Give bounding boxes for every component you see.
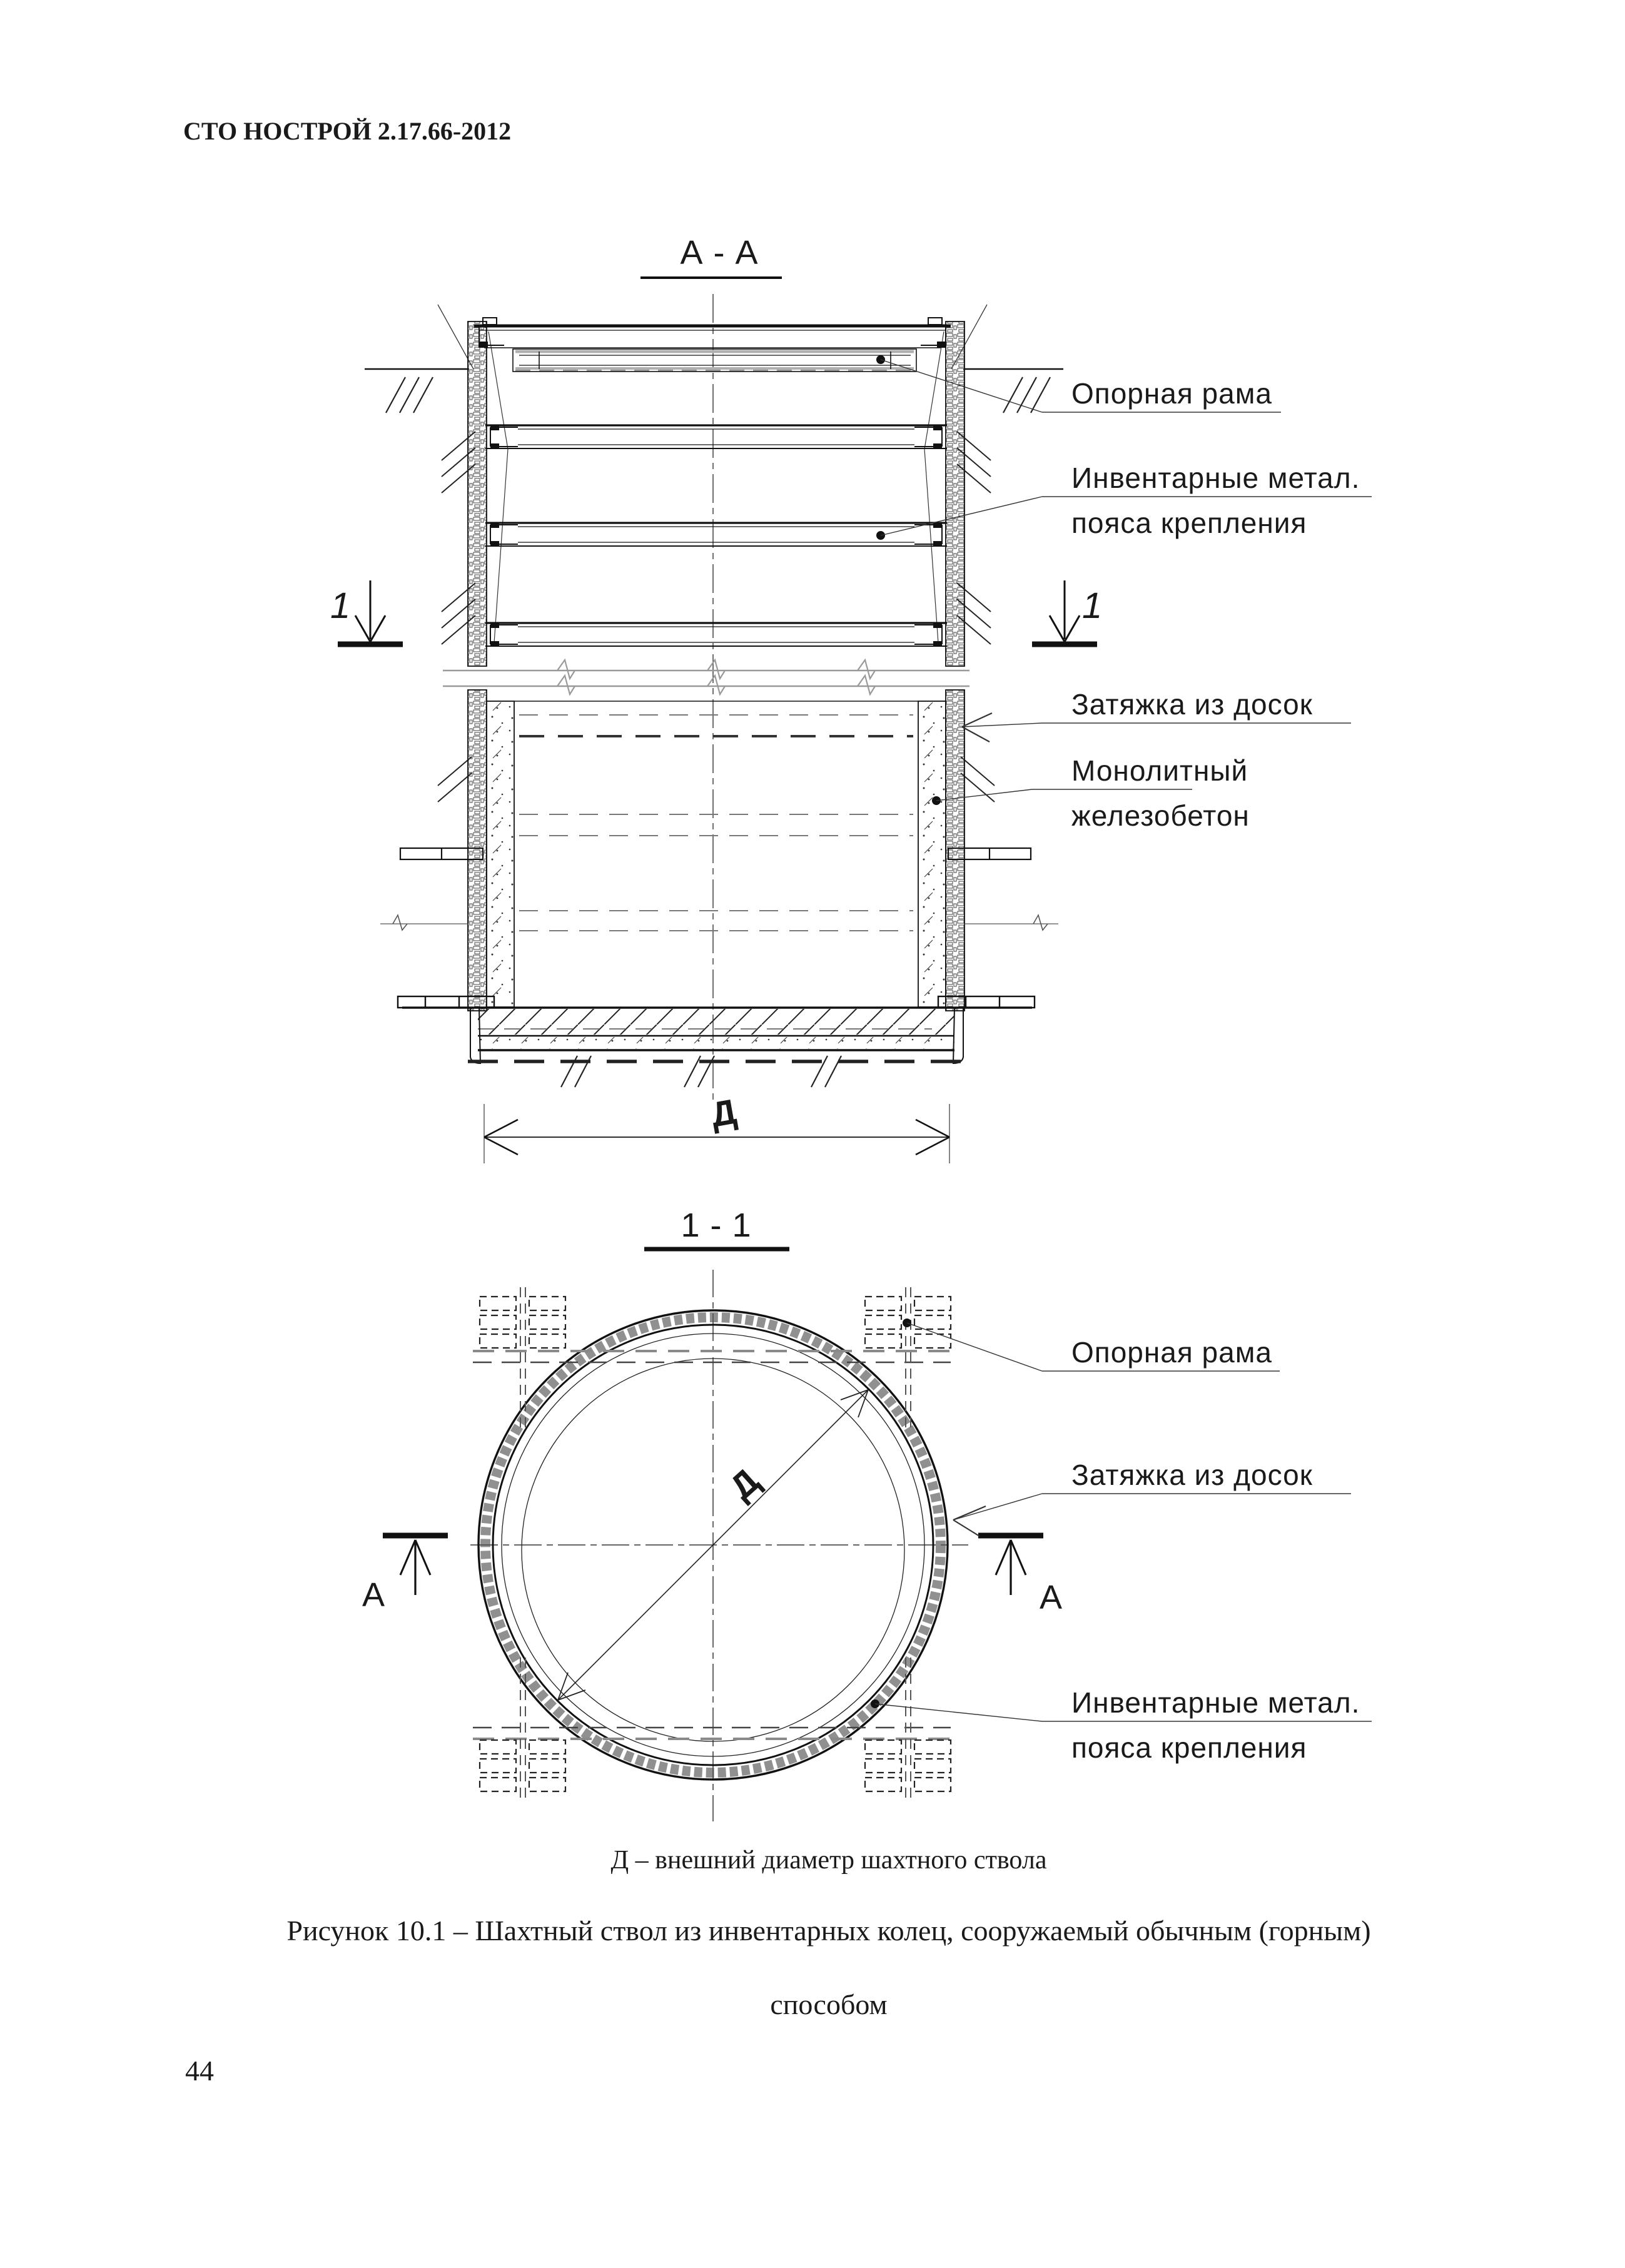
callout-plan-lagging: Затяжка из досок (1071, 1459, 1313, 1491)
shaft-wall-left (468, 321, 508, 666)
lower-shaft (380, 690, 1058, 1163)
concrete-wall-left (487, 701, 514, 1007)
section-aa-title: А - А (680, 234, 759, 271)
diameter-label-aa: Д (707, 1091, 741, 1135)
frame-block-top-left (480, 1297, 565, 1348)
diameter-label-plan: Д (721, 1460, 767, 1507)
cut-mark-1-left (330, 580, 403, 644)
soil-ticks (438, 432, 995, 802)
cut-label-1-right: 1 (1082, 585, 1103, 626)
callout-plan-support-frame: Опорная рама (1071, 1336, 1272, 1369)
cut-label-a-right: А (1040, 1579, 1063, 1616)
callout-plan-belts-line1: Инвентарные метал. (1071, 1686, 1360, 1719)
callout-belts-line1: Инвентарные метал. (1071, 462, 1360, 494)
plan-11-title: 1 - 1 (681, 1207, 752, 1244)
diameter-dimension (484, 1091, 949, 1163)
page-number: 44 (185, 2055, 214, 2087)
frame-block-bottom-right (865, 1740, 951, 1791)
waling-beam-4 (485, 623, 947, 646)
figure-note: Д – внешний диаметр шахтного ствола (610, 1846, 1047, 1875)
waling-beam-2 (485, 425, 947, 448)
support-frame (513, 349, 916, 372)
figure-caption-line2: способом (770, 1988, 888, 2020)
callout-concrete-line2: железобетон (1071, 799, 1250, 832)
concrete-wall-right (918, 701, 946, 1007)
callout-concrete-line1: Монолитный (1071, 754, 1248, 787)
cut-label-1-left: 1 (330, 585, 352, 626)
break-lines (443, 660, 969, 694)
figure-caption-line1: Рисунок 10.1 – Шахтный ствол из инвентарных колец, сооружаемый обычным (горным) (286, 1915, 1371, 1947)
cut-label-a-left: А (362, 1576, 385, 1614)
callout-lagging: Затяжка из досок (1071, 688, 1313, 721)
callout-support-frame: Опорная рама (1071, 377, 1272, 410)
top-waling-beam (474, 318, 951, 348)
cut-mark-1-right (1032, 580, 1103, 644)
plan-11 (362, 1207, 1372, 1821)
wall-rubble-left (468, 690, 487, 1011)
callout-plan-belts-line2: пояса крепления (1071, 1731, 1307, 1764)
bottom-slab (402, 1008, 1032, 1087)
cut-mark-a-right (978, 1536, 1063, 1616)
cut-mark-a-left (362, 1536, 448, 1614)
callout-belts-line2: пояса крепления (1071, 507, 1307, 539)
section-aa (330, 234, 1372, 1163)
shaft-wall-right (924, 321, 964, 666)
plan-11-callouts (871, 1319, 1372, 1764)
page-header: СТО НОСТРОЙ 2.17.66-2012 (183, 117, 512, 145)
frame-block-bottom-left (480, 1740, 565, 1791)
